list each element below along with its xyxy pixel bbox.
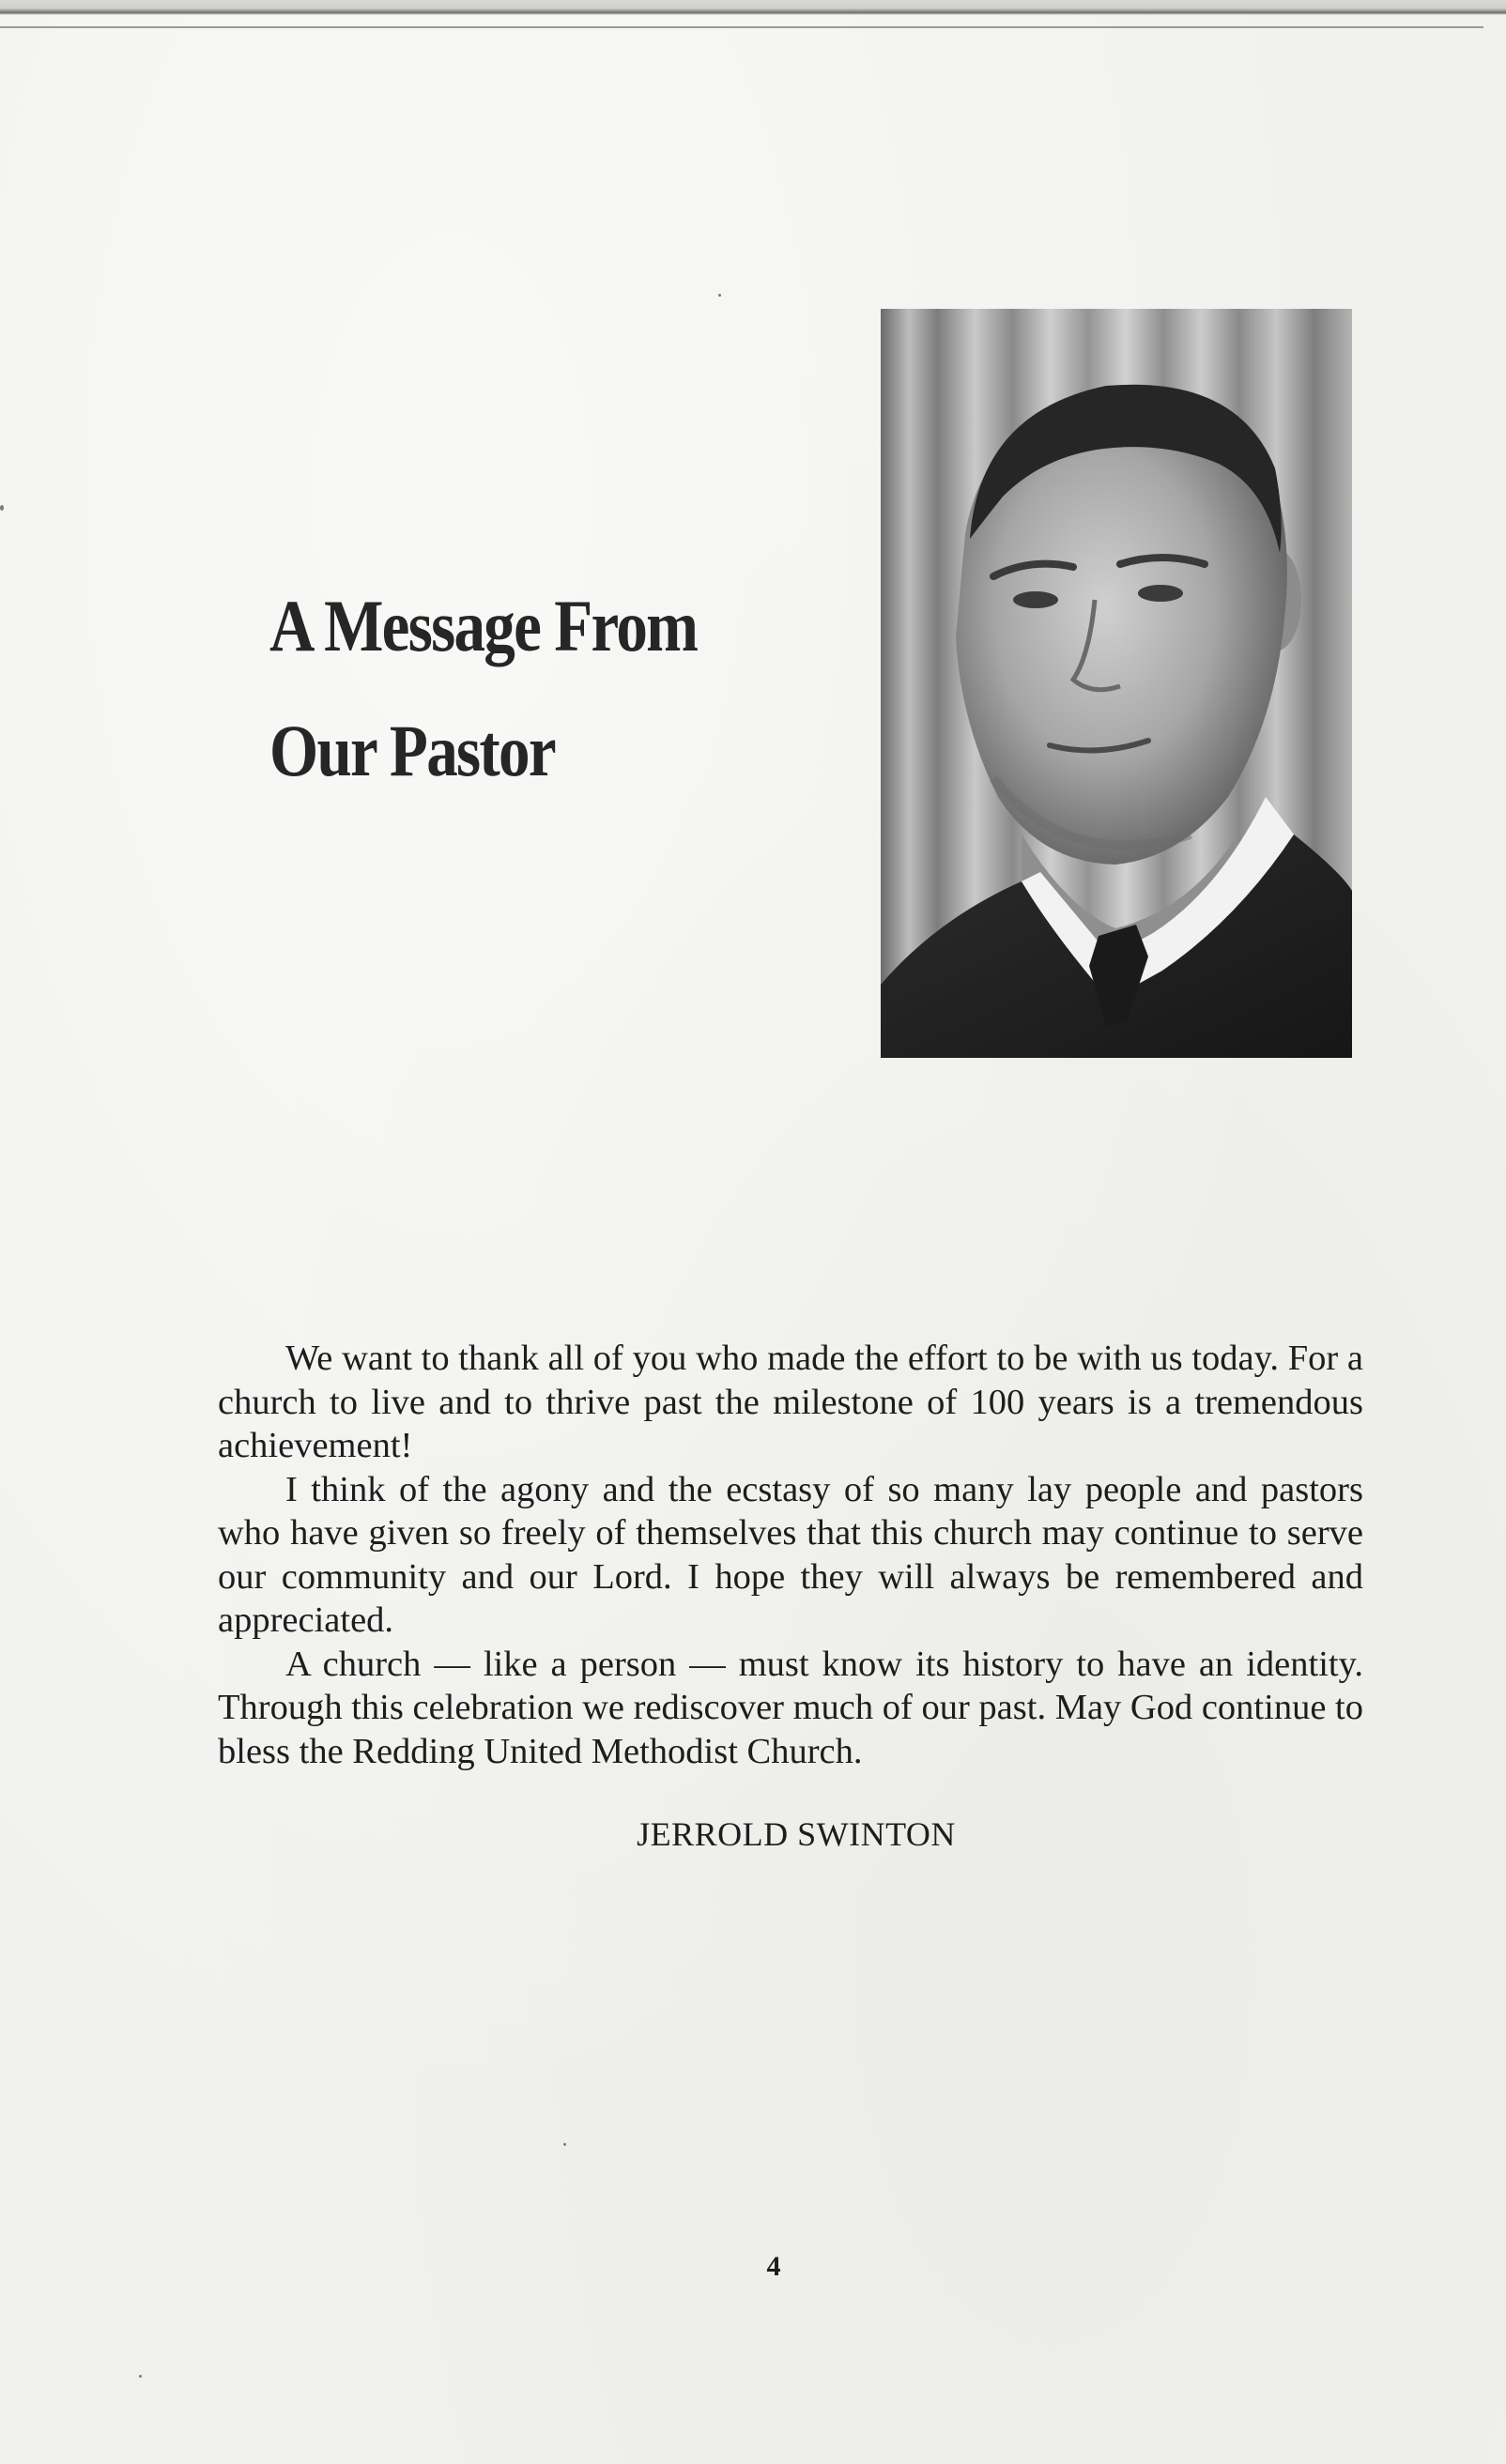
page-top-rule	[0, 26, 1483, 28]
page-top-edge	[0, 0, 1506, 15]
page-number: 4	[766, 2251, 781, 2282]
message-paragraph-3: A church — like a person — must know its history to have an identity. Through this celebration we rediscover much of our past. May God continue to bless the Redding United Methodist Church.	[218, 1644, 1363, 1771]
pastor-portrait	[881, 309, 1352, 1058]
pastor-signature: JERROLD SWINTON	[637, 1815, 956, 1853]
paper-speck	[0, 505, 4, 511]
page-title	[269, 563, 722, 813]
page-title-line-2: Our Pastor	[269, 710, 555, 791]
pastor-message	[218, 1337, 1363, 1773]
pastor-portrait-icon	[881, 309, 1352, 1058]
message-paragraph-2: I think of the agony and the ecstasy of so many lay people and pastors who have given so freely of themselves that this church may continue to serve our community and our Lord. I hope they will always be remembered and appreciated.	[218, 1469, 1363, 1640]
paper-speck	[139, 2375, 142, 2378]
message-paragraph-1: We want to thank all of you who made the effort to be with us today. For a church to live and to thrive past the milestone of 100 years is a tremendous achievement!	[218, 1339, 1363, 1465]
page-title-line-1: A Message From	[269, 585, 698, 666]
paper-speck	[563, 2143, 566, 2146]
paper-speck	[718, 294, 721, 297]
